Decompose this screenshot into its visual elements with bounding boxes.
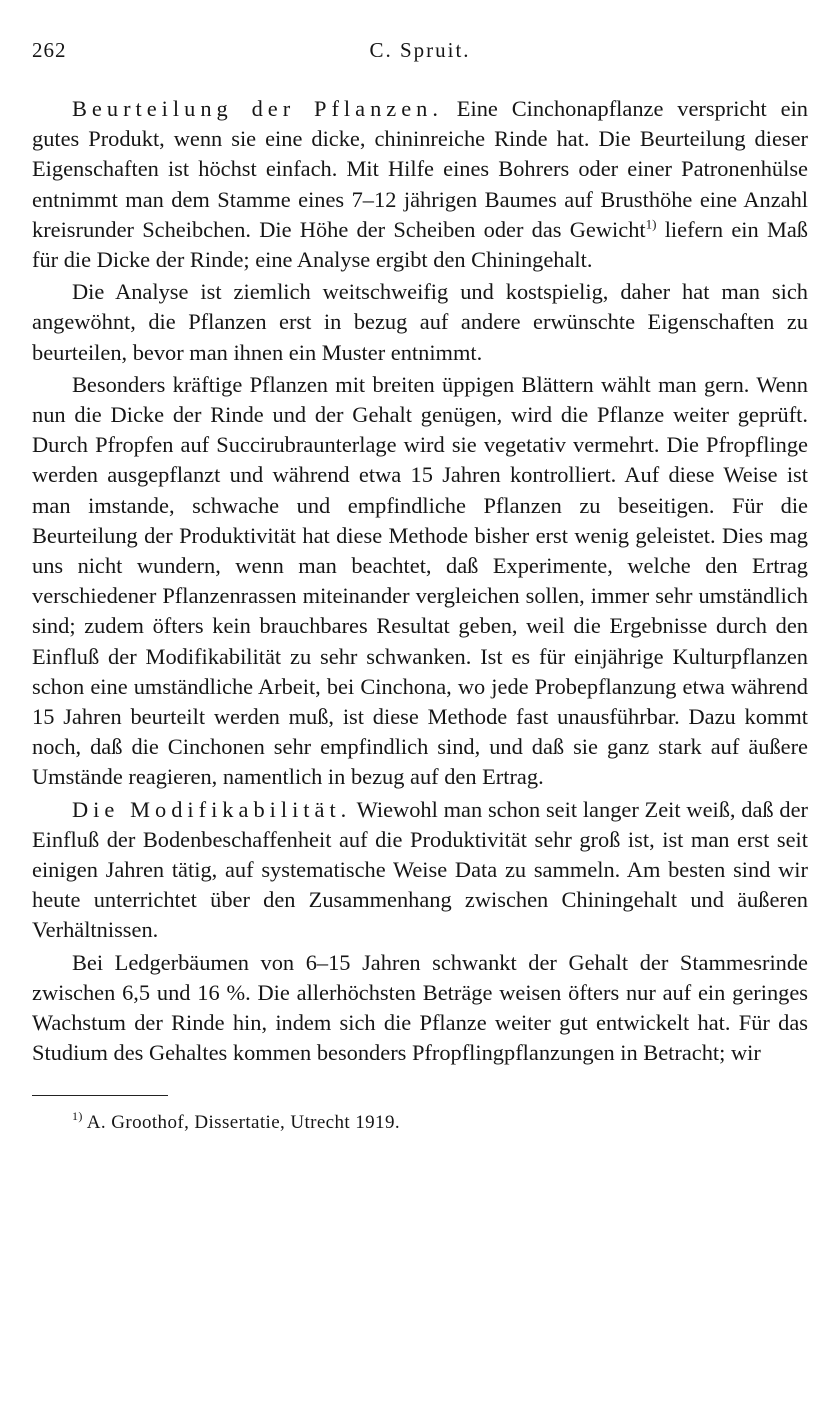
paragraph-modifikabilitaet xyxy=(32,795,808,946)
section-heading-modifikabilitaet: Die Modifikabilität. xyxy=(72,796,352,822)
paragraph-text-continued: liefern ein Maß für die Dicke der Rinde; eine Analyse ergibt den Chiningehalt. xyxy=(32,216,808,273)
paragraph-pflanzen: Besonders kräftige Pflanzen mit breiten üppigen Blättern wählt man gern. Wenn nun die Dicke der Rinde und der Gehalt genügen, wird die Pflanze weiter geprüft. Durch Pfropfen auf Succirubraunterlage wird sie vegetativ vermehrt. Die Pfropflinge werden ausgepflanzt und während etwa 15 Jahren kontrolliert. Auf diese Weise ist man imstande, schwache und empfindliche Pflanzen zu beseitigen. Für die Beurteilung der Produktivität hat diese Methode bisher erst wenig geleistet. Dies mag uns nicht wundern, wenn man beachtet, daß Experimente, welche den Ertrag verschiedener Pflanzenrassen miteinander vergleichen sollen, immer sehr umständlich sind; zudem öfters kein brauchbares Resultat geben, weil die Ergebnisse durch den Einfluß der Modifikabilität zu sehr schwanken. Ist es für einjährige Kulturpflanzen schon eine umständliche Arbeit, bei Cinchona, wo jede Probepflanzung etwa während 15 Jahren beurteilt werden muß, ist diese Methode fast unausführbar. Dazu kommt noch, daß die Cinchonen sehr empfindlich sind, und daß sie ganz stark auf äußere Umstände reagieren, namentlich in bezug auf den Ertrag. xyxy=(32,371,808,790)
paragraph-analyse: Die Analyse ist ziemlich weitschweifig und kostspielig, daher hat man sich angewöhnt, die Pflanzen erst in bezug auf andere erwünschte Eigenschaften zu beurteilen, bevor man ihnen ein Muster entnimmt. xyxy=(32,279,808,365)
footnote-reference: 1) xyxy=(645,216,657,232)
footnote-text: A. Groothof, Dissertatie, Utrecht 1919. xyxy=(86,1111,400,1133)
running-head xyxy=(32,38,808,72)
document-page xyxy=(32,38,808,1136)
running-title: C. Spruit. xyxy=(369,38,471,62)
paragraph-ledgerbaeume: Bei Ledgerbäumen von 6–15 Jahren schwankt der Gehalt der Stammesrinde zwischen 6,5 und 16 %. Die allerhöchsten Beträge weisen öfters nur auf ein geringes Wachstum der Rinde hin, indem sich die Pflanze weiter gut entwickelt hat. Für das Studium des Gehaltes kommen besonders Pfropflingpflanzungen in Betracht; wir xyxy=(32,949,808,1066)
footnote-mark: 1) xyxy=(72,1109,83,1124)
paragraph-text: Eine Cinchonapflanze verspricht ein gutes Produkt, wenn sie eine dicke, chininreiche Rinde hat. Die Beurteilung dieser Eigenschaften ist höchst einfach. Mit Hilfe eines Bohrers oder einer Patronenhülse entnimmt man dem Stamme eines 7–12 jährigen Baumes auf Brusthöhe eine Anzahl kreisrunder Scheibchen. Die Höhe der Scheiben oder das Gewicht xyxy=(32,96,808,242)
footnote-divider xyxy=(32,1095,168,1096)
paragraph-beurteilung xyxy=(32,94,808,275)
page-number: 262 xyxy=(32,38,67,62)
paragraph-text: Wiewohl man schon seit langer Zeit weiß, daß der Einfluß der Bodenbeschaffenheit auf die Produktivität sehr groß ist, ist man erst seit einigen Jahren tätig, auf systematische Weise Data zu sammeln. Am besten sind wir heute unterrichtet über den Zusammenhang zwischen Chiningehalt und äußeren Verhältnissen. xyxy=(32,796,808,943)
body-text xyxy=(32,94,808,1069)
footnote xyxy=(32,1110,808,1136)
section-heading-beurteilung: Beurteilung der Pflanzen. xyxy=(72,96,443,121)
